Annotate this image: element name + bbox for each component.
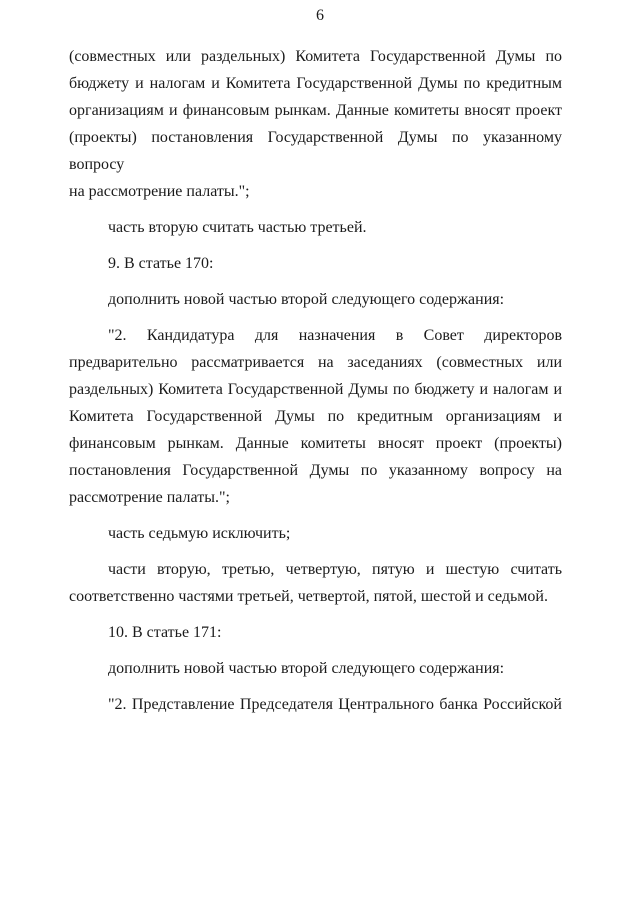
text-line: финансовым рынкам. Данные комитеты вносят проект (проекты) — [69, 435, 562, 452]
text-line: часть вторую считать частью третьей. — [108, 219, 367, 236]
text-line: постановления Государственной Думы по указанному вопросу на — [69, 462, 562, 479]
text-line: "2. Представление Председателя Центрального банка Российской — [108, 696, 562, 713]
text-line: организациям и финансовым рынкам. Данные комитеты вносят проект — [69, 102, 562, 119]
text-line: на рассмотрение палаты."; — [69, 183, 250, 200]
paragraph-gap — [69, 277, 562, 286]
page-number: 6 — [316, 7, 324, 24]
document-body — [69, 43, 562, 718]
text-line: Комитета Государственной Думы по кредитным организациям и — [69, 408, 562, 425]
paragraph — [69, 619, 562, 646]
text-line: предварительно рассматривается на заседаниях (совместных или — [69, 354, 562, 371]
paragraph-gap — [69, 610, 562, 619]
text-line: 9. В статье 170: — [108, 255, 214, 272]
paragraph — [69, 556, 562, 610]
paragraph-gap — [69, 205, 562, 214]
text-line: 10. В статье 171: — [108, 624, 222, 641]
paragraph — [69, 655, 562, 682]
paragraph — [69, 214, 562, 241]
paragraph-gap — [69, 313, 562, 322]
paragraph — [69, 43, 562, 205]
paragraph — [69, 322, 562, 511]
text-line: раздельных) Комитета Государственной Думы по бюджету и налогам и — [69, 381, 562, 398]
text-line: рассмотрение палаты."; — [69, 489, 230, 506]
text-line: части вторую, третью, четвертую, пятую и шестую считать — [108, 561, 562, 578]
paragraph-gap — [69, 547, 562, 556]
paragraph-gap — [69, 511, 562, 520]
paragraph-gap — [69, 241, 562, 250]
text-line: бюджету и налогам и Комитета Государственной Думы по кредитным — [69, 75, 562, 92]
text-line: (совместных или раздельных) Комитета Государственной Думы по — [69, 48, 562, 65]
text-line: часть седьмую исключить; — [108, 525, 291, 542]
text-line: дополнить новой частью второй следующего содержания: — [108, 291, 505, 308]
paragraph — [69, 691, 562, 718]
paragraph-gap — [69, 646, 562, 655]
paragraph-gap — [69, 682, 562, 691]
text-line: дополнить новой частью второй следующего содержания: — [108, 660, 505, 677]
paragraph — [69, 520, 562, 547]
paragraph — [69, 286, 562, 313]
text-line: "2. Кандидатура для назначения в Совет директоров — [108, 327, 562, 344]
text-line: соответственно частями третьей, четвертой, пятой, шестой и седьмой. — [69, 588, 548, 605]
paragraph — [69, 250, 562, 277]
text-line: (проекты) постановления Государственной Думы по указанному вопросу — [69, 129, 562, 173]
